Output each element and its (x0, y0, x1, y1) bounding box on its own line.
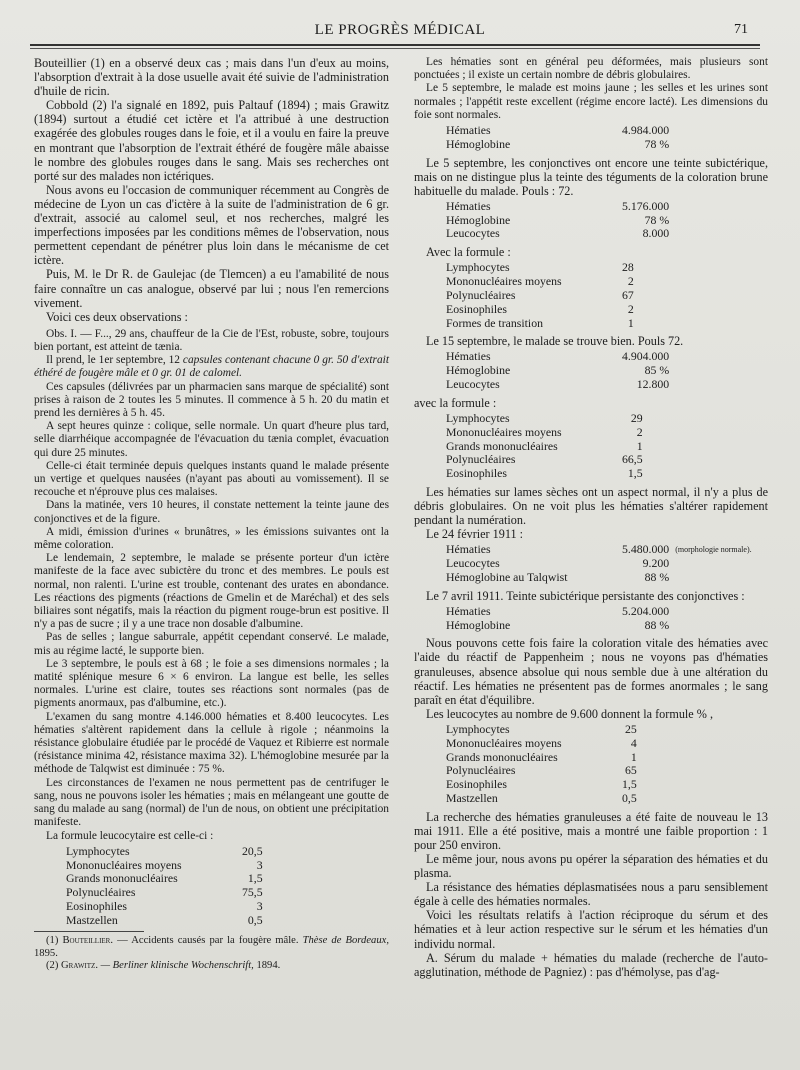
paragraph: avec la formule : (414, 395, 497, 410)
row-value: 66,5 (622, 452, 643, 467)
row-label: Eosinophiles (446, 466, 507, 481)
row-value: 29 (630, 410, 643, 425)
table-row (446, 200, 669, 214)
row-value: 8.000 (642, 226, 670, 241)
paragraph: Voici les résultats relatifs à l'action réciproque du sérum et des hématies et à leur action respective sur le sérum et les hématies d'un individu normal. (414, 908, 768, 951)
table-row (446, 261, 634, 275)
row-value: 3 (256, 898, 263, 913)
table-row (446, 778, 637, 792)
observation-heading: Obs. I. — F..., 29 ans, chauffeur de la Cie de l'Est, robuste, sobre, toujours bien portant, est atteint de tænia. (34, 327, 389, 353)
row-label: Leucocytes (446, 226, 500, 241)
italic-text: capsules contenant chacune 0 gr. 50 d'extrait éthéré de fougère mâle et 0 gr. 01 de calomel. (34, 354, 389, 380)
paragraph: Le même jour, nous avons pu opérer la séparation des hématies et du plasma. (414, 852, 768, 881)
row-label: Hématies (446, 603, 491, 618)
table-row (446, 440, 643, 454)
table-row (446, 289, 634, 303)
leukocyte-formula-table (446, 412, 643, 481)
table-row (446, 723, 637, 737)
row-label: Eosinophiles (446, 777, 507, 792)
row-value: 4.904.000 (622, 349, 670, 364)
row-label: Eosinophiles (66, 898, 127, 913)
row-value: 4 (630, 735, 637, 750)
footnote-rule (34, 931, 144, 932)
paragraph: A midi, émission d'urines « brunâtres, » les émissions suivantes ont la même coloration. (34, 525, 389, 552)
table-row (446, 737, 637, 751)
row-label: Hématies (446, 542, 491, 557)
paragraph: Le 3 septembre, le pouls est à 68 ; le foie a ses dimensions normales ; la matité splénique mesure 6 × 6 environ. La langue est belle, les selles normales. L'urine est claire, toutes ses réactions sont normales (pas de pigments anormaux, pas d'albumine, etc.). (34, 657, 389, 710)
table-row (446, 453, 643, 467)
paragraph: Les circonstances de l'examen ne nous permettent pas de centrifuger le sang, nous ne pouvons isoler les hématies ; mais en mélangeant une goutte de sang du malade au sang (normal) de l'un de nous, on obtient une précipitation manifeste. (34, 776, 389, 829)
paragraph: Pas de selles ; langue saburrale, appétit cependant conservé. Le malade, mis au régime lacté, le supporte bien. (34, 631, 389, 657)
row-label: Formes de transition (446, 315, 543, 330)
blood-count-table (446, 350, 669, 391)
table-row (446, 619, 669, 633)
table-row (66, 886, 263, 900)
row-label: Grands mononucléaires (446, 438, 558, 453)
header-rule-thin (30, 48, 760, 49)
table-row (446, 378, 669, 392)
row-value: 12.800 (636, 377, 670, 392)
paragraph: Le 7 avril 1911. Teinte subictérique persistante des conjonctives : (426, 588, 745, 603)
row-label: Hémoglobine au Talqwist (446, 569, 568, 584)
paragraph: La recherche des hématies granuleuses a été faite de nouveau le 13 mai 1911. Elle a été positive, mais a montré une faible proportion : 1 pour 250 environ. (414, 809, 768, 852)
row-value: 1,5 (627, 466, 643, 481)
paragraph: Le 15 septembre, le malade se trouve bien. Pouls 72. (426, 334, 684, 349)
text: 1894. (253, 960, 281, 972)
paragraph: Le 5 septembre, les conjonctives ont encore une teinte subictérique, mais on ne distingue plus la teinte des téguments de la coloration brune habituelle du malade. Pouls : 72. (414, 155, 768, 198)
paragraph: Bouteillier (1) en a observé deux cas ; mais dans l'un d'eux au moins, l'absorption d'extrait à la dose usuelle avait été suivie de l'administration d'huile de ricin. (34, 56, 389, 99)
left-column (34, 56, 389, 973)
paragraph: A. Sérum du malade + hématies du malade (recherche de l'auto-agglutination, méthode de Pagniez) : pas d'hémolyse, pas d'ag- (414, 950, 768, 979)
paragraph: Les hématies sur lames sèches ont un aspect normal, il n'y a plus de débris globulaires. On ne voit plus les hématies s'altérer rapidement pendant la numération. (414, 484, 768, 528)
row-label: Mastzellen (446, 790, 498, 805)
row-value: 65 (624, 763, 637, 778)
table-row (446, 426, 643, 440)
row-value: 2 (627, 274, 634, 289)
row-value: 75,5 (242, 885, 263, 900)
row-value: 2 (627, 301, 634, 316)
row-label: Mononucléaires moyens (446, 274, 562, 289)
table-row (446, 467, 643, 481)
table-row (446, 751, 637, 765)
paragraph: Puis, M. le Dr R. de Gaulejac (de Tlemcen) a eu l'amabilité de nous faire connaître un cas analogue, observé par lui ; nous l'en remercions vivement. (34, 267, 389, 310)
paragraph: L'examen du sang montre 4.146.000 hématies et 8.400 leucocytes. Les hématies s'altèrent rapidement dans la cellule à rigole ; néanmoins la résistance globulaire étudiée par le procédé de Vaquez et Ribierre est normale (résistance minima 42, résistance maxima 32). L'hémoglobine mesurée par la méthode de Talqwist est diminuée : 75 %. (34, 710, 389, 776)
table-row (66, 900, 263, 914)
table-row (446, 792, 637, 806)
text: 1895. (34, 947, 58, 959)
row-value: 4.984.000 (622, 123, 670, 138)
table-row (66, 872, 263, 886)
row-label: Polynucléaires (446, 763, 516, 778)
row-label: Lymphocytes (446, 721, 510, 736)
row-value: 5.204.000 (622, 603, 670, 618)
row-value: 78 % (644, 212, 670, 227)
paragraph (34, 354, 389, 380)
row-value: 78 % (644, 136, 670, 151)
row-value: 3 (256, 857, 263, 872)
header-rule (30, 44, 760, 46)
row-label: Mononucléaires moyens (446, 424, 562, 439)
row-note: (morphologie normale). (675, 545, 752, 555)
text: Grawitz. (61, 960, 98, 972)
text: — Accidents causés par la fougère mâle. (113, 935, 299, 947)
table-row (66, 859, 263, 873)
row-label: Mononucléaires moyens (446, 735, 562, 750)
blood-count-table (446, 200, 669, 241)
row-value: 5.176.000 (622, 198, 670, 213)
text: Bouteillier. (62, 935, 114, 947)
paragraph: Nous avons eu l'occasion de communiquer récemment au Congrès de médecine de Lyon un cas d'ictère à la suite de l'administration de 6 gr. d'extrait, associé au calomel seul, et nos recherches, malgré les imperfections imposées par les conditions mêmes de l'observation, nous permettent cependant de pénétrer plus loin dans le mécanisme de cet ictère. (34, 182, 389, 268)
row-value: 20,5 (242, 843, 263, 858)
leukocyte-formula-table (446, 723, 637, 806)
italic-text: Thèse de Bordeaux, (298, 935, 389, 947)
row-label: Hémoglobine (446, 136, 511, 151)
row-label: Grands mononucléaires (446, 749, 558, 764)
blood-count-table (446, 124, 669, 152)
table-row (446, 605, 669, 619)
paragraph: Cobbold (2) l'a signalé en 1892, puis Paltauf (1894) ; mais Grawitz (1894) surtout a étudié cet ictère et l'a attribué à une destruction exagérée des globules rouges dans le foie, et il a voulu en faire la preuve en montrant que l'absorption de l'extrait éthéré de fougère mâle abaisse le nombre des globules rouges dans le sang. Mais ses recherches ont porté sur des malades non ictériques. (34, 98, 389, 183)
row-label: Grands mononucléaires (66, 871, 178, 886)
row-value: 85 % (644, 363, 670, 378)
table-row (446, 364, 669, 378)
row-label: Hémoglobine (446, 212, 511, 227)
paragraph: Avec la formule : (426, 245, 511, 260)
table-row (446, 350, 669, 364)
paragraph: Voici ces deux observations : (46, 309, 188, 324)
footnote: (2) Grawitz. — Berliner klinische Wochenschrift, 1894. (46, 960, 281, 972)
row-label: Leucocytes (446, 556, 500, 571)
row-label: Hémoglobine (446, 363, 511, 378)
row-label: Hématies (446, 123, 491, 138)
page-header (30, 22, 770, 44)
footnote: (1) Bouteillier. — Accidents causés par la fougère mâle. Thèse de Bordeaux, 1895. (34, 935, 389, 959)
table-row (446, 543, 752, 557)
table-row (446, 214, 669, 228)
row-label: Polynucléaires (446, 452, 516, 467)
row-label: Eosinophiles (446, 301, 507, 316)
row-value: 25 (624, 721, 637, 736)
table-row (446, 275, 634, 289)
table-row (446, 557, 752, 571)
row-label: Polynucléaires (446, 287, 516, 302)
paragraph: La résistance des hématies déplasmatisées nous a paru sensiblement égale à celle des hématies normales. (414, 880, 768, 909)
leukocyte-formula-table (66, 845, 263, 928)
paragraph: Nous pouvons cette fois faire la coloration vitale des hématies avec l'aide du réactif de Pappenheim ; nous ne voyons pas d'hématies granuleuses, absence absolue qui nous semble due à une altération du réactif. Les hématies ne présentent pas de formes anormales ; le sang paraît en état d'équilibre. (414, 636, 768, 707)
paragraph: Ces capsules (délivrées par un pharmacien sans marque de spécialité) sont prises à raison de 2 toutes les 5 minutes. Il commence à 5 h. 20 du matin et prend les dernières à 5 h. 45. (34, 380, 389, 419)
row-value: 1,5 (622, 777, 637, 792)
table-row (446, 317, 634, 331)
row-value: 1 (627, 315, 634, 330)
row-label: Mastzellen (66, 912, 118, 927)
paragraph: La formule leucocytaire est celle-ci : (46, 829, 214, 842)
journal-title: LE PROGRÈS MÉDICAL (314, 22, 486, 38)
row-value: 88 % (644, 569, 670, 584)
blood-count-table (446, 605, 669, 633)
row-value: 1 (630, 749, 637, 764)
row-value: 0,5 (622, 790, 637, 805)
paragraph: Le 5 septembre, le malade est moins jaune ; les selles et les urines sont normales ; l'appétit reste excellent (régime encore lacté). Les dimensions du foie sont normales. (414, 82, 768, 121)
table-row (446, 571, 752, 585)
paragraph: Le 24 février 1911 : (426, 527, 524, 542)
italic-text: — Berliner klinische Wochenschrift, (97, 960, 254, 972)
right-column (414, 56, 768, 979)
row-label: Lymphocytes (446, 410, 510, 425)
table-row (66, 914, 263, 928)
row-label: Hématies (446, 349, 491, 364)
page-number: 71 (734, 22, 748, 37)
table-row (446, 138, 669, 152)
paragraph: Dans la matinée, vers 10 heures, il constate nettement la teinte jaune des conjonctives et de la figure. (34, 499, 389, 525)
row-label: Polynucléaires (66, 885, 136, 900)
row-value: 88 % (644, 617, 670, 632)
table-row (446, 124, 669, 138)
row-value: 2 (636, 424, 643, 439)
row-label: Leucocytes (446, 377, 500, 392)
paragraph: Les leucocytes au nombre de 9.600 donnent la formule % , (426, 706, 713, 721)
row-value: 9.200 (642, 556, 670, 571)
paragraph: Les hématies sont en général peu déformées, mais plusieurs sont ponctuées ; il existe un certain nombre de débris globulaires. (414, 56, 768, 82)
row-label: Mononucléaires moyens (66, 857, 182, 872)
row-label: Lymphocytes (446, 260, 510, 275)
text: Il prend, le 1er septembre, 12 (46, 354, 180, 367)
row-label: Lymphocytes (66, 843, 130, 858)
row-value: 67 (622, 287, 634, 302)
table-row (446, 764, 637, 778)
row-label: Hématies (446, 198, 491, 213)
leukocyte-formula-table (446, 261, 634, 330)
row-value: 5.480.000 (622, 542, 670, 557)
table-row (446, 412, 643, 426)
paragraph: Le lendemain, 2 septembre, le malade se présente porteur d'un ictère manifeste de la face avec subictère du tronc et des membres. Le pouls est normal, non ralenti. L'urine est trouble, contenant des urates en abondance. Les réactions des pigments (réactions de Gmelin et de Maréchal) et des sels biliaires sont négatifs, mais la réaction du pigment rouge-brun est positive. Il n'y a pas de sucre ; il y a une trace non dosable d'albumine. (34, 552, 389, 631)
row-value: 1,5 (247, 871, 263, 886)
paragraph: A sept heures quinze : colique, selle normale. Un quart d'heure plus tard, selle diarrhéique accompagnée de l'évacuation du tænia complet, évacuation qui dure 25 minutes. (34, 420, 389, 459)
row-value: 0,5 (247, 912, 263, 927)
row-value: 28 (622, 260, 634, 275)
blood-count-table (446, 543, 752, 584)
row-label: Hémoglobine (446, 617, 511, 632)
table-row (446, 303, 634, 317)
paragraph: Celle-ci était terminée depuis quelques instants quand le malade présente un vertige et quelques nausées (n'ayant pas abouti au vomissement). Il se recouche et n'éprouve plus ces malaises. (34, 459, 389, 499)
row-value: 1 (636, 438, 643, 453)
table-row (66, 845, 263, 859)
table-row (446, 227, 669, 241)
